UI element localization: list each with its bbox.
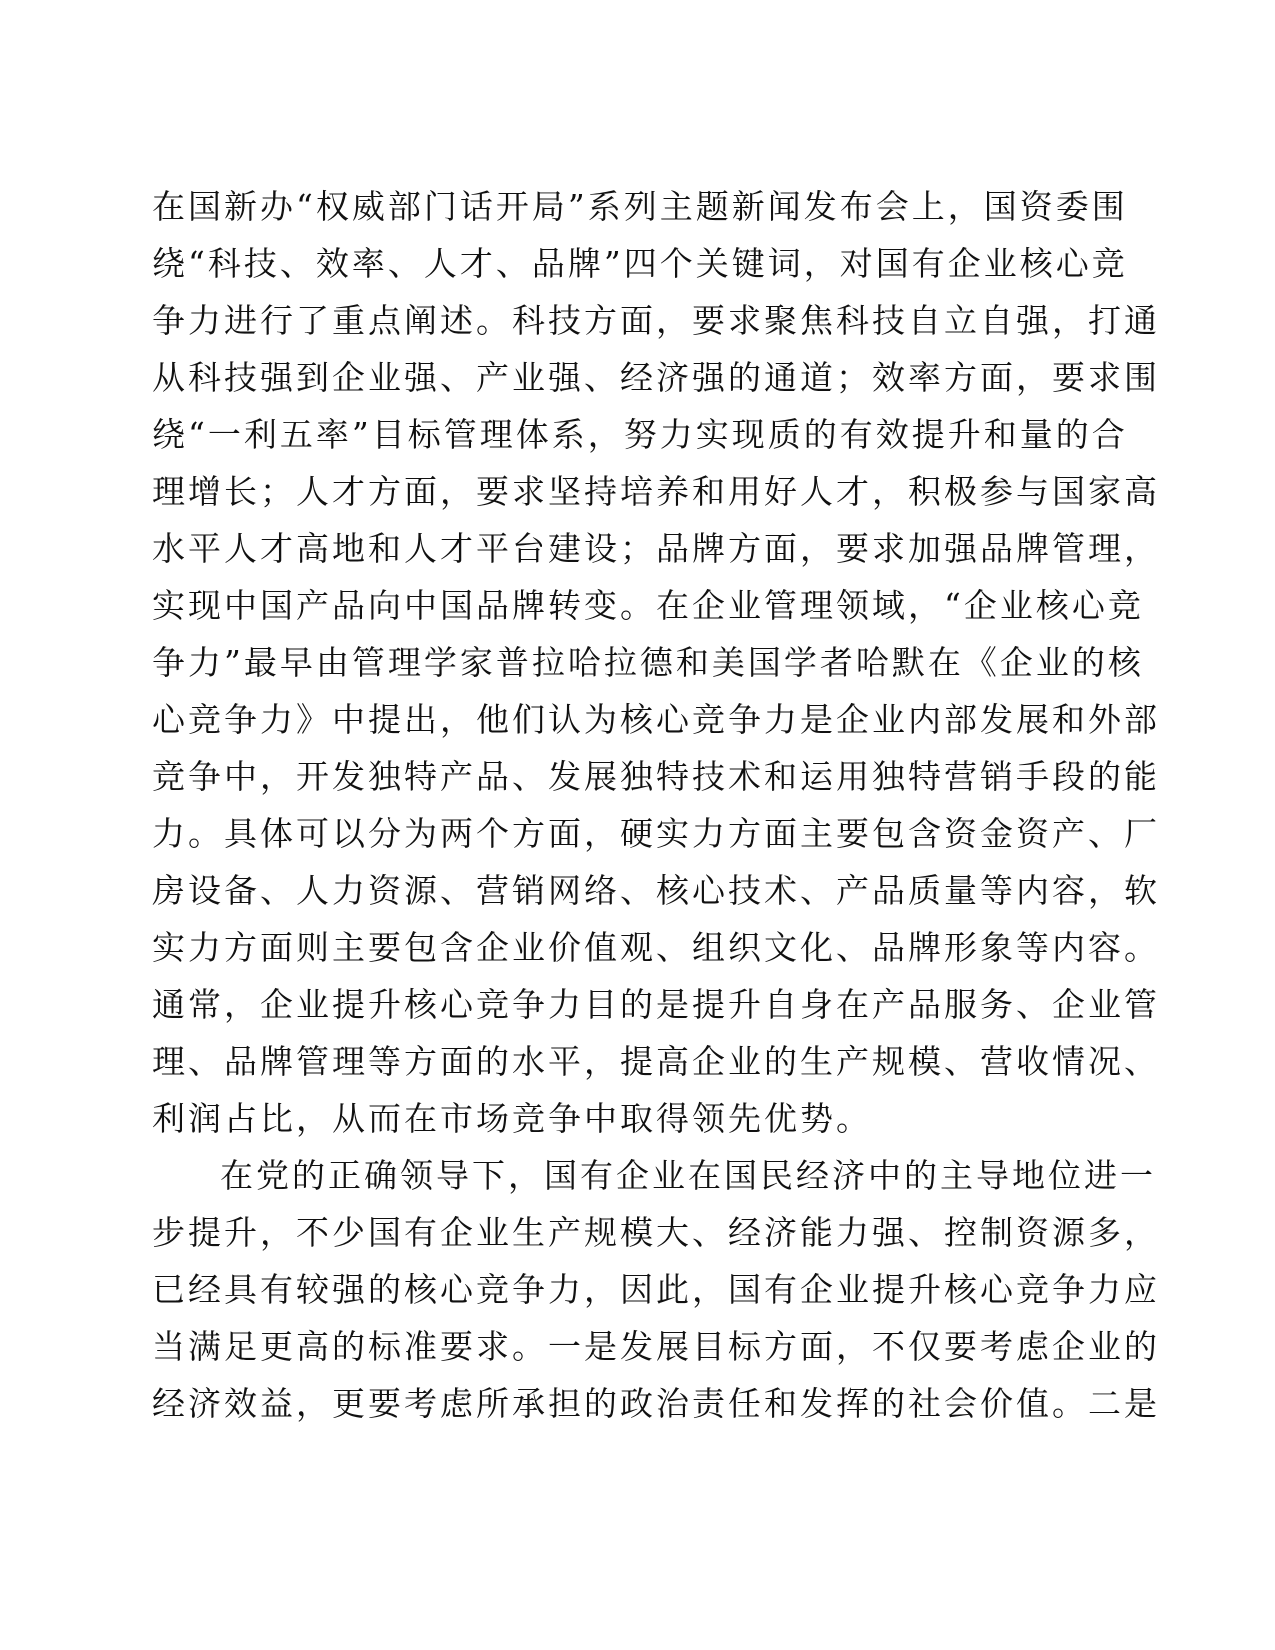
text-line: 已经具有较强的核心竞争力，因此，国有企业提升核心竞争力应 (152, 1270, 1160, 1309)
text-line: 步提升，不少国有企业生产规模大、经济能力强、控制资源多， (152, 1213, 1160, 1252)
text-line: 绕“一利五率”目标管理体系，努力实现质的有效提升和量的合 (152, 415, 1128, 454)
text-line: 实力方面则主要包含企业价值观、组织文化、品牌形象等内容。 (152, 928, 1160, 967)
text-line: 绕“科技、效率、人才、品牌”四个关键词，对国有企业核心竞 (152, 244, 1128, 283)
text-line: 竞争中，开发独特产品、发展独特技术和运用独特营销手段的能 (152, 757, 1160, 796)
text-line: 利润占比，从而在市场竞争中取得领先优势。 (152, 1099, 872, 1138)
text-line: 理增长；人才方面，要求坚持培养和用好人才，积极参与国家高 (152, 472, 1160, 511)
text-line: 力。具体可以分为两个方面，硬实力方面主要包含资金资产、厂 (152, 814, 1160, 853)
text-line: 心竞争力》中提出，他们认为核心竞争力是企业内部发展和外部 (152, 700, 1160, 739)
text-line: 经济效益，更要考虑所承担的政治责任和发挥的社会价值。二是 (152, 1384, 1160, 1423)
text-line: 实现中国产品向中国品牌转变。在企业管理领域，“企业核心竞 (152, 586, 1144, 625)
text-line: 水平人才高地和人才平台建设；品牌方面，要求加强品牌管理， (152, 529, 1160, 568)
text-line: 争力”最早由管理学家普拉哈拉德和美国学者哈默在《企业的核 (152, 643, 1144, 682)
text-line: 争力进行了重点阐述。科技方面，要求聚焦科技自立自强，打通 (152, 301, 1160, 340)
text-line: 理、品牌管理等方面的水平，提高企业的生产规模、营收情况、 (152, 1042, 1160, 1081)
text-line: 房设备、人力资源、营销网络、核心技术、产品质量等内容，软 (152, 871, 1160, 910)
text-line: 在国新办“权威部门话开局”系列主题新闻发布会上，国资委围 (152, 187, 1128, 226)
text-line: 通常，企业提升核心竞争力目的是提升自身在产品服务、企业管 (152, 985, 1160, 1024)
body-text (152, 178, 1160, 1432)
text-line: 当满足更高的标准要求。一是发展目标方面，不仅要考虑企业的 (152, 1327, 1160, 1366)
paragraph-start-line: 在党的正确领导下，国有企业在国民经济中的主导地位进一 (220, 1156, 1156, 1195)
text-line: 从科技强到企业强、产业强、经济强的通道；效率方面，要求围 (152, 358, 1160, 397)
